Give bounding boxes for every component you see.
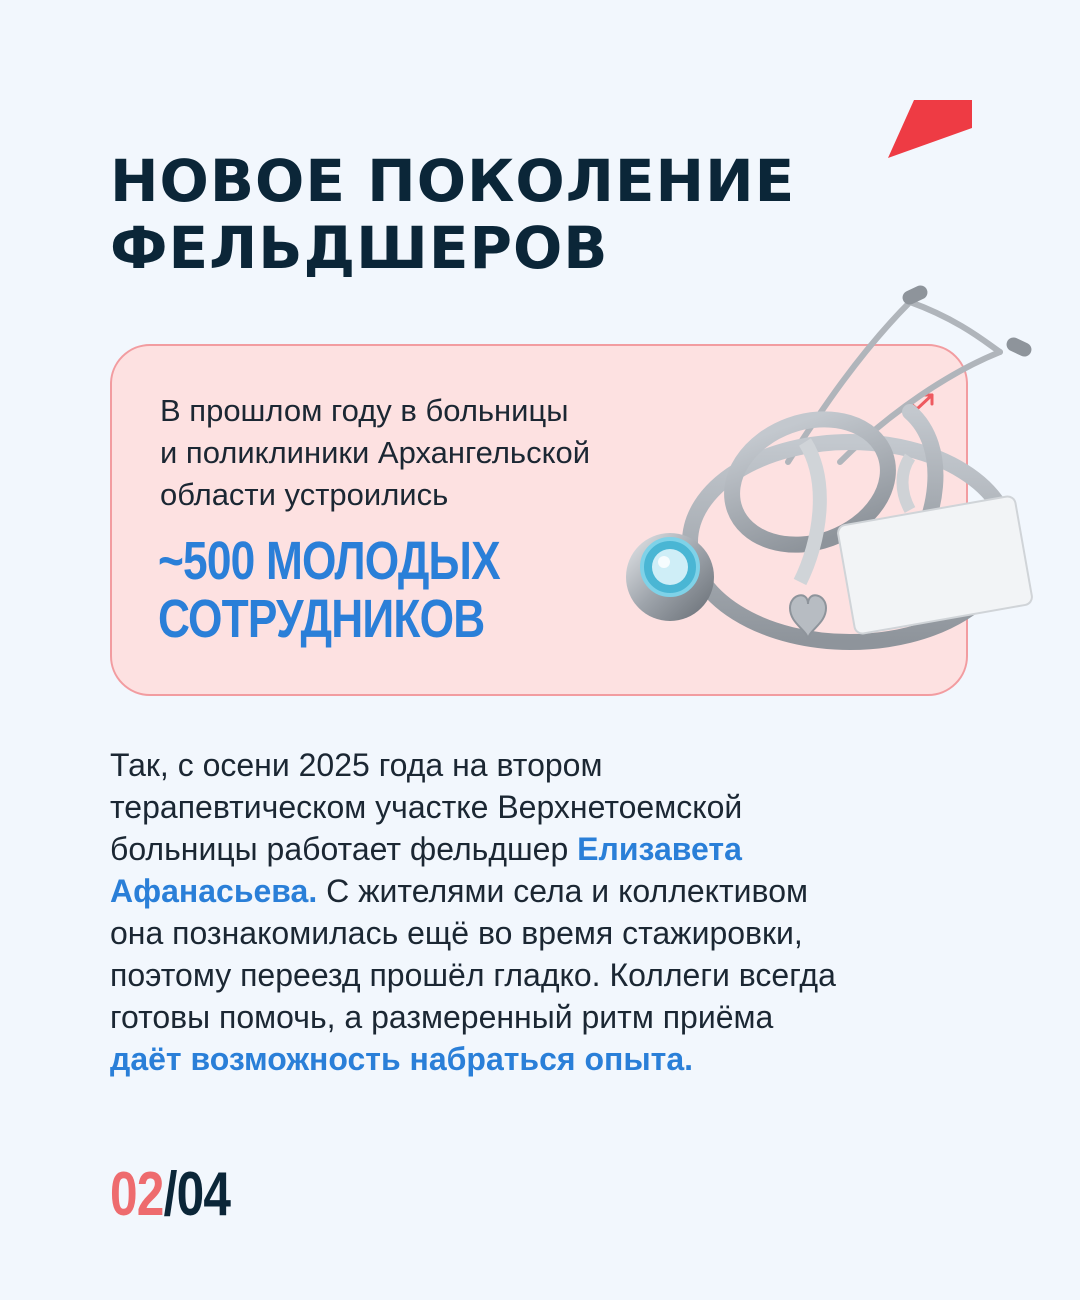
page-separator: /	[163, 1160, 177, 1229]
body-paragraph	[110, 744, 990, 1080]
page-counter	[110, 1160, 230, 1230]
body-line-4	[110, 870, 990, 912]
body-line-5: она познакомилась ещё во время стажировки,	[110, 915, 803, 951]
body-line-6: поэтому переезд прошёл гладко. Коллеги всегда	[110, 957, 836, 993]
card-description	[160, 390, 590, 516]
highlight-line-2: СОТРУДНИКОВ	[158, 589, 485, 649]
title-line-2: ФЕЛЬДШЕРОВ	[110, 214, 609, 282]
stethoscope-image	[610, 282, 1050, 682]
body-line-1: Так, с осени 2025 года на втором	[110, 747, 603, 783]
title-line-1: НОВОЕ ПОКОЛЕНИЕ	[110, 147, 796, 215]
highlight-line-1: ~500 МОЛОДЫХ	[158, 531, 500, 591]
body-accent-closing: даёт возможность набраться опыта.	[110, 1041, 693, 1077]
card-text-line-1: В прошлом году в больницы	[160, 393, 569, 428]
card-text-line-2: и поликлиники Архангельской	[160, 435, 591, 470]
body-line-3-plain: больницы работает фельдшер	[110, 831, 578, 867]
page-current: 02	[110, 1160, 164, 1229]
body-accent-surname: Афанасьева.	[110, 873, 318, 909]
body-line-4-plain: С жителями села и коллективом	[317, 873, 808, 909]
card-highlight	[158, 532, 500, 648]
body-line-7: готовы помочь, а размеренный ритм приёма	[110, 999, 774, 1035]
card-text-line-3: области устроились	[160, 477, 449, 512]
page-title	[110, 148, 795, 282]
body-line-2: терапевтическом участке Верхнетоемской	[110, 789, 743, 825]
body-line-3	[110, 828, 990, 870]
page-total: 04	[176, 1160, 231, 1229]
body-accent-name: Елизавета	[577, 831, 742, 867]
corner-accent-shape	[888, 100, 972, 158]
